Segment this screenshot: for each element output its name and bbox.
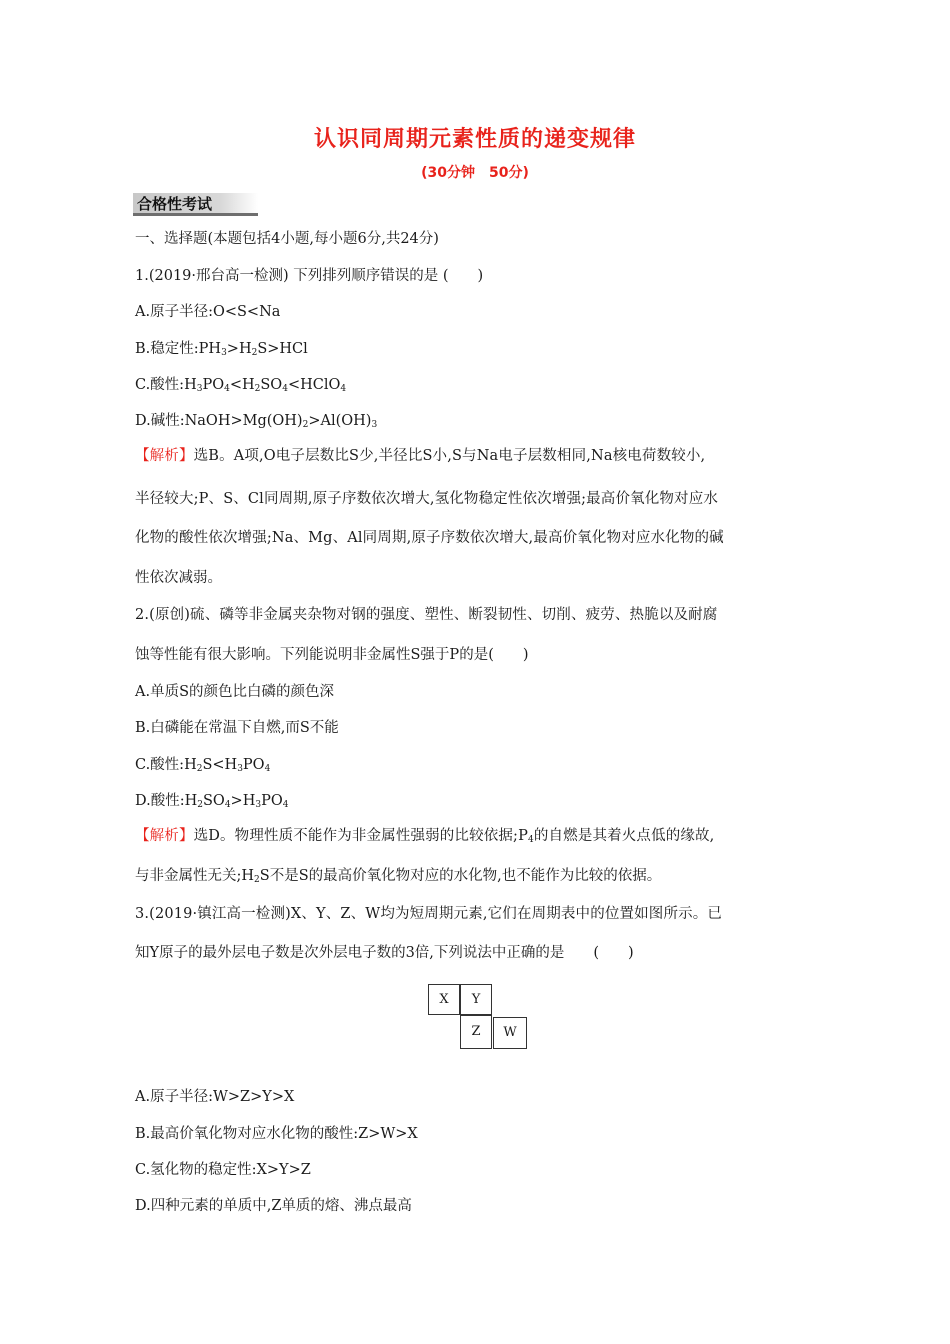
q2-analysis-line1: 【解析】选D。物理性质不能作为非金属性强弱的比较依据$;P_4$的自燃是其着火点低的缘故, bbox=[135, 828, 715, 845]
q3-option-c: C.氢化物的稳定性:X>Y>Z bbox=[135, 1162, 311, 1178]
q1-option-d: D.碱性$:NaOH>Mg(OH)_2>Al(OH)_3$ bbox=[135, 413, 378, 430]
part-heading: 一、选择题(本题包括4小题,每小题6分,共24分) bbox=[135, 231, 439, 247]
q1-option-c: C.酸性$:H_3PO_4<H_2SO_4<HClO_4$ bbox=[135, 377, 347, 394]
cell-z: Z bbox=[460, 1015, 492, 1049]
q2-option-a: A.单质S的颜色比白磷的颜色深 bbox=[135, 684, 335, 700]
analysis-tag: 【解析】 bbox=[135, 448, 194, 464]
q3-option-d: D.四种元素的单质中,Z单质的熔、沸点最高 bbox=[135, 1198, 412, 1214]
page-subtitle: (30分钟 50分) bbox=[421, 165, 529, 181]
q1-stem: 1.(2019·邢台高一检测) 下列排列顺序错误的是 ( ) bbox=[135, 268, 484, 284]
q1-analysis-line1: 【解析】选B。A项,O电子层数比S少,半径比S小,S与Na电子层数相同,Na核电荷数较小, bbox=[135, 448, 706, 464]
q2-stem-line2: 蚀等性能有很大影响。下列能说明非金属性S强于P的是( ) bbox=[135, 647, 529, 663]
q2-option-d: D.酸性$:H_2SO_4>H_3PO_4$ bbox=[135, 793, 289, 810]
cell-y: Y bbox=[460, 984, 492, 1015]
q3-stem-line1: 3.(2019·镇江高一检测)X、Y、Z、W均为短周期元素,它们在周期表中的位置如图所示。已 bbox=[135, 906, 723, 922]
q3-stem-line2: 知Y原子的最外层电子数是次外层电子数的3倍,下列说法中正确的是 ( ) bbox=[135, 945, 634, 961]
cell-x: X bbox=[428, 984, 460, 1015]
q1-analysis-line4: 性依次减弱。 bbox=[135, 570, 222, 586]
cell-w: W bbox=[493, 1017, 527, 1049]
q2-option-b: B.白磷能在常温下自燃,而S不能 bbox=[135, 720, 339, 736]
q2-stem-line1: 2.(原创)硫、磷等非金属夹杂物对钢的强度、塑性、断裂韧性、切削、疲劳、热脆以及耐腐 bbox=[135, 607, 718, 623]
q1-option-b: B.稳定性$:PH_3>H_2S>HCl$ bbox=[135, 341, 308, 358]
section-label: 合格性考试 bbox=[137, 195, 213, 213]
q1-analysis-line3: 化物的酸性依次增强;Na、Mg、Al同周期,原子序数依次增大,最高价氧化物对应水化物的碱 bbox=[135, 530, 724, 546]
q1-analysis-line2: 半径较大;P、S、Cl同周期,原子序数依次增大,氢化物稳定性依次增强;最高价氧化物对应水 bbox=[135, 491, 719, 507]
q3-option-a: A.原子半径:W>Z>Y>X bbox=[135, 1089, 295, 1105]
q2-option-c: C.酸性$:H_2S<H_3PO_4$ bbox=[135, 757, 271, 774]
q3-option-b: B.最高价氧化物对应水化物的酸性:Z>W>X bbox=[135, 1126, 418, 1142]
q2-analysis-line2: 与非金属性无关$;H_2S$不是S的最高价氧化物对应的水化物,也不能作为比较的依据。 bbox=[135, 868, 662, 885]
page-title: 认识同周期元素性质的递变规律 bbox=[313, 127, 636, 152]
section-banner bbox=[133, 193, 258, 216]
analysis-tag: 【解析】 bbox=[135, 828, 194, 844]
q1-option-a: A.原子半径:O<S<Na bbox=[135, 304, 281, 320]
